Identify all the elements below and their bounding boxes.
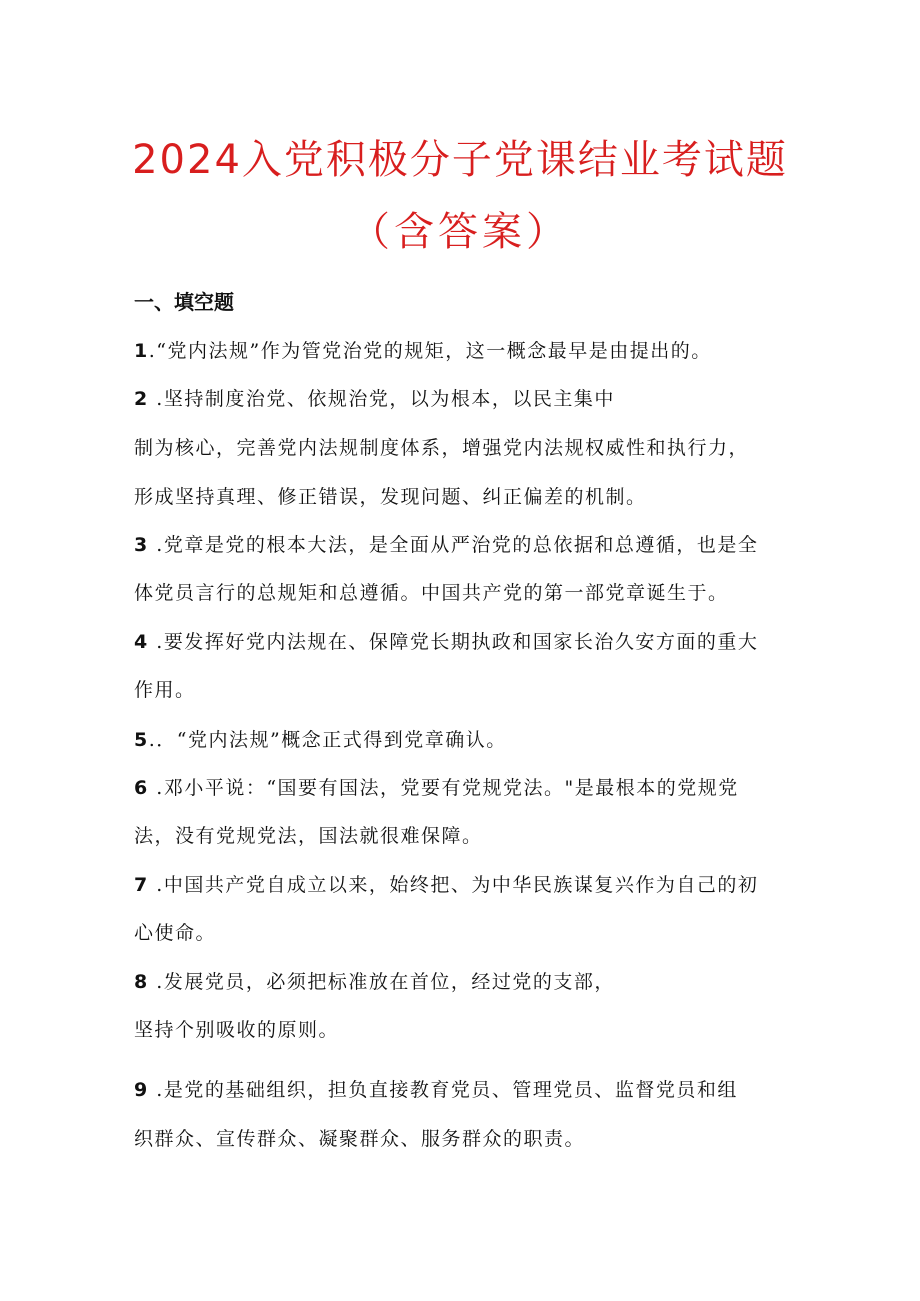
question-7-line-2: 心使命。 — [134, 922, 217, 944]
question-3-line-2: 体党员言行的总规矩和总遵循。中国共产党的第一部党章诞生于。 — [134, 582, 729, 604]
question-text: .坚持制度治党、依规治党，以为根本，以民主集中 — [148, 388, 615, 410]
question-text: .是党的基础组织，担负直接教育党员、管理党员、监督党员和组 — [148, 1079, 738, 1101]
question-number: 4 — [134, 631, 149, 653]
question-4-line-1 — [134, 627, 758, 654]
question-number: 7 — [134, 874, 149, 896]
question-2-line-1 — [134, 384, 615, 411]
question-8-line-1 — [134, 967, 615, 994]
question-3-line-1 — [134, 530, 758, 557]
question-text: .发展党员，必须把标准放在首位，经过党的支部， — [148, 971, 615, 993]
question-5-line-1 — [134, 725, 507, 752]
section-heading: 一、填空题 — [134, 290, 234, 314]
question-number: 8 — [134, 971, 149, 993]
question-2-line-3: 形成坚持真理、修正错误，发现问题、纠正偏差的机制。 — [134, 486, 647, 508]
question-number: 2 — [134, 388, 149, 410]
question-text: .“党内法规”作为管党治党的规矩，这一概念最早是由提出的。 — [148, 340, 712, 362]
question-6-line-2: 法，没有党规党法，国法就很难保障。 — [134, 825, 483, 847]
question-text: .党章是党的根本大法，是全面从严治党的总依据和总遵循，也是全 — [148, 534, 759, 556]
question-9-line-2: 织群众、宣传群众、凝聚群众、服务群众的职责。 — [134, 1128, 586, 1150]
question-number: 1 — [134, 340, 149, 362]
question-text: .中国共产党自成立以来，始终把、为中华民族谋复兴作为自己的初 — [148, 874, 759, 896]
question-9-line-1 — [134, 1075, 738, 1102]
question-number: 5 — [134, 729, 149, 751]
question-number: 3 — [134, 534, 149, 556]
question-text: .邓小平说：“国要有国法，党要有党规党法。"是最根本的党规党 — [148, 777, 739, 799]
question-8-line-2: 坚持个别吸收的原则。 — [134, 1019, 340, 1041]
question-4-line-2: 作用。 — [134, 679, 196, 701]
question-text: .要发挥好党内法规在、保障党长期执政和国家长治久安方面的重大 — [148, 631, 759, 653]
question-6-line-1 — [134, 773, 739, 800]
question-number: 6 — [134, 777, 149, 799]
question-7-line-1 — [134, 870, 758, 897]
question-2-line-2: 制为核心，完善党内法规制度体系，增强党内法规权威性和执行力， — [134, 437, 750, 459]
document-title: 2024入党积极分子党课结业考试题 — [132, 137, 788, 183]
question-text: .．“党内法规”概念正式得到党章确认。 — [148, 729, 507, 751]
question-number: 9 — [134, 1079, 149, 1101]
question-1-line-1 — [134, 336, 712, 363]
document-subtitle: （含答案） — [350, 209, 570, 255]
